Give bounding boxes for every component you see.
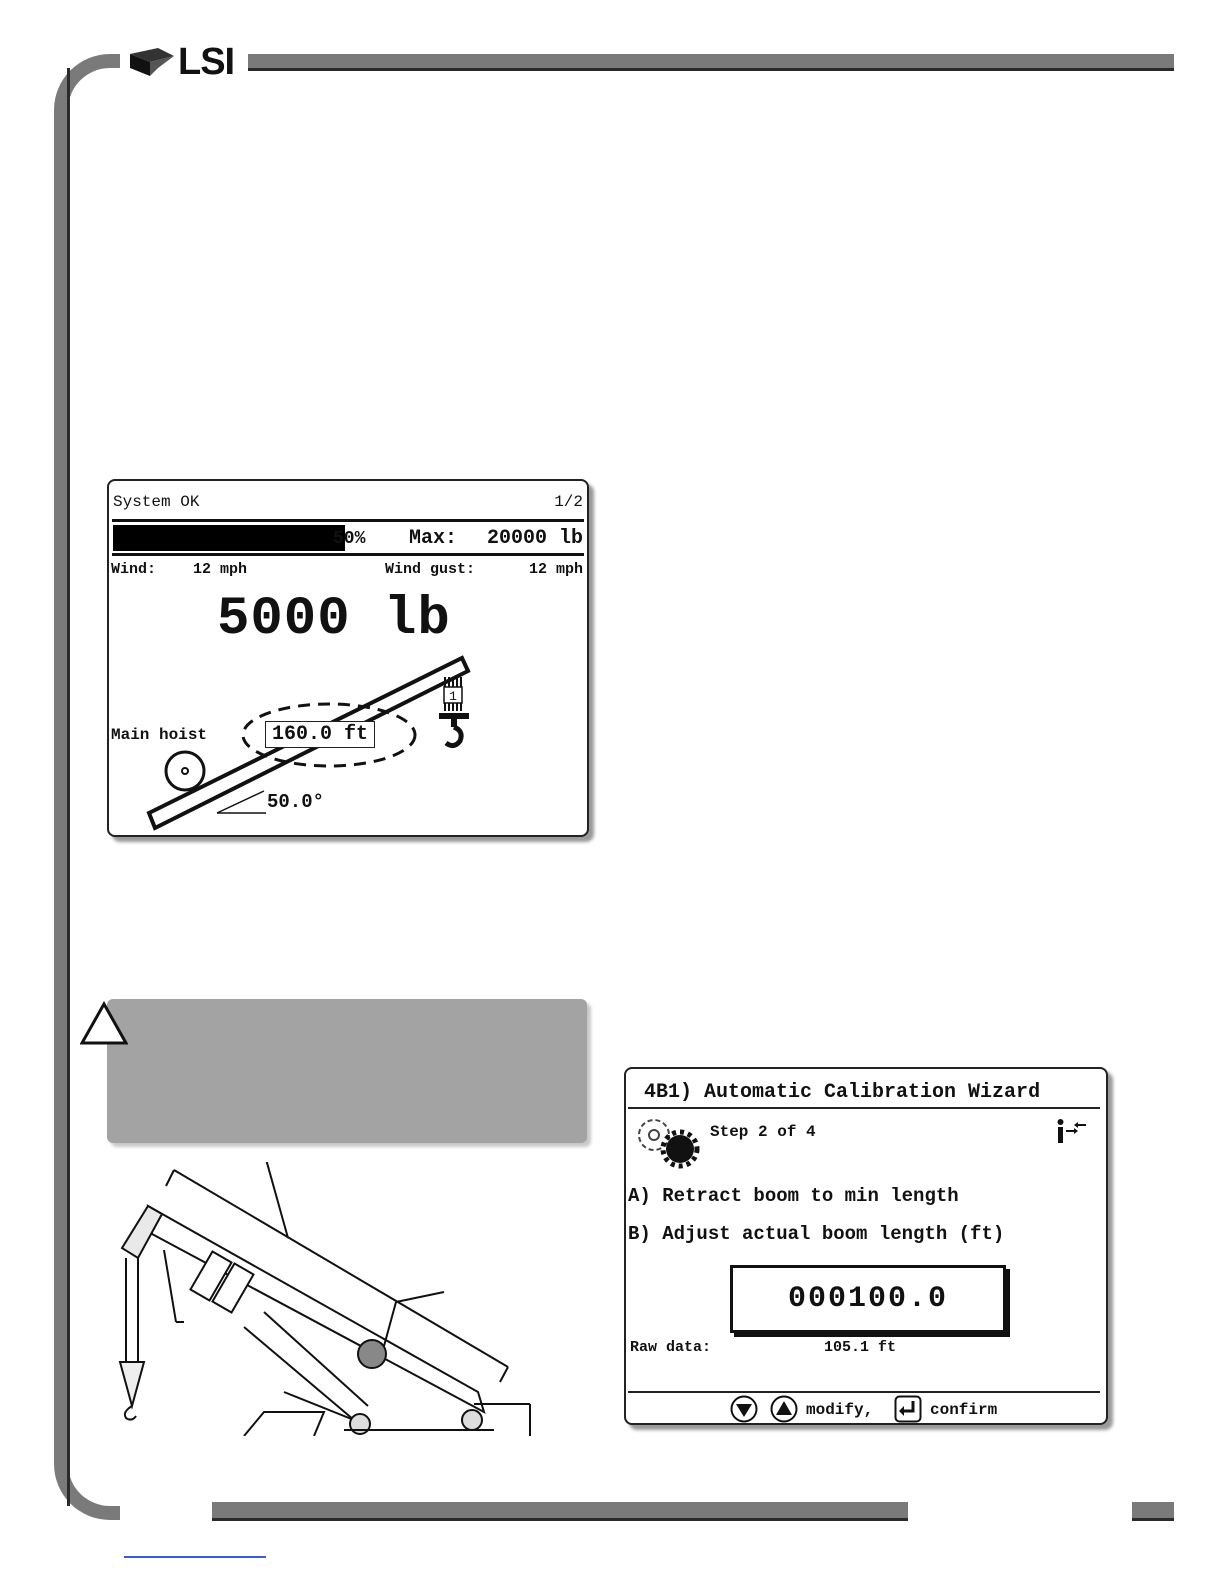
boom-diagram [109, 481, 587, 835]
gear-icon [630, 1113, 704, 1169]
lsi-display-screen [107, 479, 589, 837]
logo-text: LSI [178, 40, 235, 83]
boom-angle: 50.0° [267, 791, 325, 813]
page-frame-bottom-right [1132, 1502, 1174, 1521]
divider [628, 1391, 1100, 1393]
hook-number: 1 [449, 689, 457, 704]
load-percent: 50% [333, 529, 366, 549]
footer-link[interactable] [124, 1556, 266, 1558]
up-arrow-icon[interactable] [770, 1395, 798, 1423]
wind-value: 12 mph [193, 561, 248, 578]
wizard-title: 4B1) Automatic Calibration Wizard [644, 1081, 1041, 1104]
instruction-a: A) Retract boom to min length [628, 1185, 959, 1207]
gust-value: 12 mph [528, 561, 583, 578]
hook-icon [439, 677, 469, 746]
hoist-label: Main hoist [111, 726, 208, 744]
instruction-b: B) Adjust actual boom length (ft) [628, 1223, 1005, 1245]
step-indicator: Step 2 of 4 [710, 1123, 816, 1141]
warning-box [107, 999, 587, 1143]
modify-label: modify, [806, 1401, 874, 1419]
gust-label: Wind gust: [385, 561, 476, 578]
value-field[interactable] [730, 1265, 1006, 1333]
status-text: System OK [113, 493, 200, 511]
warning-triangle-icon [80, 1001, 128, 1045]
wind-label: Wind: [111, 561, 157, 578]
sensor-icon [1054, 1117, 1088, 1145]
divider [628, 1107, 1100, 1109]
max-value: 20000 lb [486, 527, 583, 550]
crane-figure [104, 1162, 548, 1436]
load-value: 5000 lb [217, 589, 451, 650]
raw-data-label: Raw data: [630, 1339, 712, 1356]
calibration-wizard-screen [624, 1067, 1108, 1425]
max-label: Max: [409, 527, 458, 550]
enter-icon[interactable] [894, 1395, 922, 1423]
lsi-logo-icon [128, 46, 176, 78]
calibration-value: 000100.0 [787, 1282, 949, 1316]
page-frame-top [248, 54, 1174, 71]
page-indicator: 1/2 [554, 493, 583, 511]
raw-data-value: 105.1 ft [824, 1339, 897, 1356]
drum-icon [166, 752, 204, 790]
page-frame-bottom [212, 1502, 908, 1521]
confirm-label: confirm [930, 1401, 998, 1419]
lsi-logo [128, 40, 248, 84]
boom-length: 160.0 ft [265, 721, 375, 748]
down-arrow-icon[interactable] [730, 1395, 758, 1423]
